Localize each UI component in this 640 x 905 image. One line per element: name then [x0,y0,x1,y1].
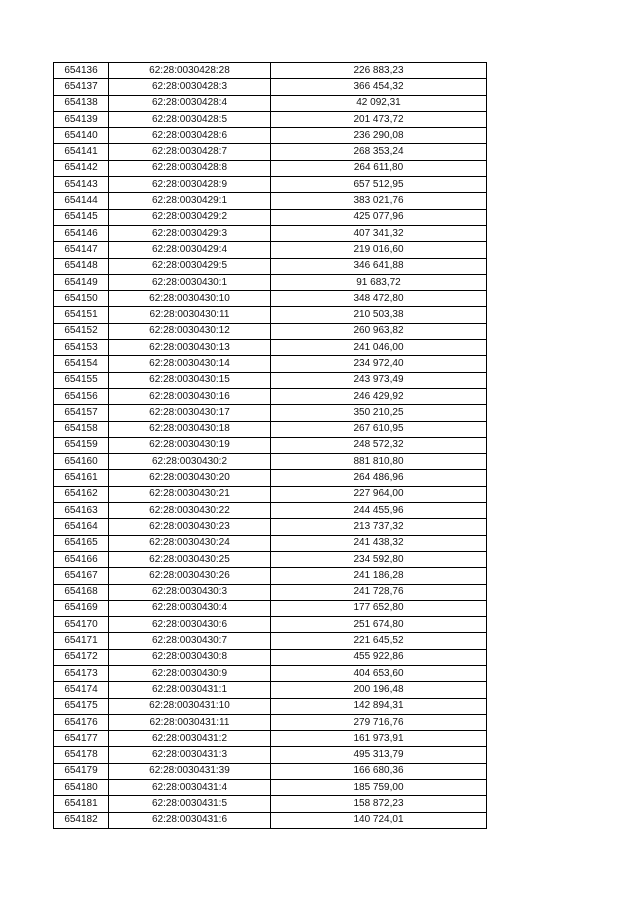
row-number-cell: 654162 [54,486,109,502]
table-row [54,796,487,812]
cadastral-number-cell: 62:28:0030431:3 [109,747,271,763]
table-row [54,665,487,681]
table-row [54,454,487,470]
value-cell: 455 922,86 [271,649,487,665]
row-number-cell: 654168 [54,584,109,600]
cadastral-number-cell: 62:28:0030430:11 [109,307,271,323]
row-number-cell: 654150 [54,291,109,307]
value-cell: 226 883,23 [271,63,487,79]
row-number-cell: 654173 [54,665,109,681]
cadastral-number-cell: 62:28:0030430:12 [109,323,271,339]
row-number-cell: 654179 [54,763,109,779]
cadastral-number-cell: 62:28:0030430:20 [109,470,271,486]
row-number-cell: 654159 [54,437,109,453]
value-cell: 657 512,95 [271,177,487,193]
row-number-cell: 654170 [54,617,109,633]
cadastral-number-cell: 62:28:0030431:2 [109,731,271,747]
cadastral-number-cell: 62:28:0030429:5 [109,258,271,274]
table-row [54,731,487,747]
table-row [54,763,487,779]
table-row [54,617,487,633]
table-row [54,551,487,567]
value-cell: 264 486,96 [271,470,487,486]
row-number-cell: 654177 [54,731,109,747]
table-row [54,356,487,372]
table-row [54,323,487,339]
table-row [54,519,487,535]
table-body [54,63,487,829]
table-row [54,437,487,453]
row-number-cell: 654140 [54,128,109,144]
table-row [54,193,487,209]
cadastral-number-cell: 62:28:0030428:7 [109,144,271,160]
row-number-cell: 654156 [54,388,109,404]
table-row [54,274,487,290]
value-cell: 142 894,31 [271,698,487,714]
cadastral-number-cell: 62:28:0030430:9 [109,665,271,681]
cadastral-number-cell: 62:28:0030428:6 [109,128,271,144]
cadastral-number-cell: 62:28:0030429:2 [109,209,271,225]
cadastral-number-cell: 62:28:0030428:4 [109,95,271,111]
row-number-cell: 654137 [54,79,109,95]
value-cell: 350 210,25 [271,405,487,421]
value-cell: 241 186,28 [271,568,487,584]
cadastral-number-cell: 62:28:0030429:4 [109,242,271,258]
table-row [54,128,487,144]
cadastral-number-cell: 62:28:0030431:11 [109,714,271,730]
row-number-cell: 654144 [54,193,109,209]
value-cell: 227 964,00 [271,486,487,502]
row-number-cell: 654165 [54,535,109,551]
value-cell: 200 196,48 [271,682,487,698]
row-number-cell: 654154 [54,356,109,372]
value-cell: 140 724,01 [271,812,487,828]
cadastral-number-cell: 62:28:0030430:21 [109,486,271,502]
value-cell: 366 454,32 [271,79,487,95]
cadastral-number-cell: 62:28:0030430:6 [109,617,271,633]
cadastral-number-cell: 62:28:0030430:19 [109,437,271,453]
table-row [54,421,487,437]
cadastral-number-cell: 62:28:0030430:4 [109,600,271,616]
table-row [54,503,487,519]
value-cell: 246 429,92 [271,388,487,404]
row-number-cell: 654181 [54,796,109,812]
row-number-cell: 654151 [54,307,109,323]
cadastral-number-cell: 62:28:0030428:5 [109,111,271,127]
row-number-cell: 654136 [54,63,109,79]
table-row [54,160,487,176]
table-row [54,372,487,388]
cadastral-number-cell: 62:28:0030430:25 [109,551,271,567]
row-number-cell: 654174 [54,682,109,698]
cadastral-number-cell: 62:28:0030430:23 [109,519,271,535]
value-cell: 234 592,80 [271,551,487,567]
value-cell: 236 290,08 [271,128,487,144]
value-cell: 383 021,76 [271,193,487,209]
value-cell: 248 572,32 [271,437,487,453]
cadastral-number-cell: 62:28:0030430:22 [109,503,271,519]
value-cell: 213 737,32 [271,519,487,535]
cadastral-number-cell: 62:28:0030431:1 [109,682,271,698]
row-number-cell: 654161 [54,470,109,486]
value-cell: 243 973,49 [271,372,487,388]
row-number-cell: 654149 [54,274,109,290]
row-number-cell: 654139 [54,111,109,127]
row-number-cell: 654153 [54,340,109,356]
table-row [54,747,487,763]
row-number-cell: 654158 [54,421,109,437]
cadastral-number-cell: 62:28:0030430:3 [109,584,271,600]
row-number-cell: 654143 [54,177,109,193]
cadastral-number-cell: 62:28:0030429:3 [109,225,271,241]
cadastral-number-cell: 62:28:0030430:14 [109,356,271,372]
cadastral-number-cell: 62:28:0030430:13 [109,340,271,356]
table-row [54,633,487,649]
table-row [54,242,487,258]
value-cell: 404 653,60 [271,665,487,681]
value-cell: 881 810,80 [271,454,487,470]
row-number-cell: 654152 [54,323,109,339]
value-cell: 241 728,76 [271,584,487,600]
row-number-cell: 654176 [54,714,109,730]
cadastral-number-cell: 62:28:0030431:6 [109,812,271,828]
cadastral-number-cell: 62:28:0030430:8 [109,649,271,665]
table-row [54,258,487,274]
table-row [54,682,487,698]
value-cell: 348 472,80 [271,291,487,307]
value-cell: 221 645,52 [271,633,487,649]
value-cell: 166 680,36 [271,763,487,779]
row-number-cell: 654178 [54,747,109,763]
row-number-cell: 654148 [54,258,109,274]
cadastral-number-cell: 62:28:0030430:10 [109,291,271,307]
table-row [54,388,487,404]
value-cell: 219 016,60 [271,242,487,258]
row-number-cell: 654164 [54,519,109,535]
value-cell: 185 759,00 [271,780,487,796]
cadastral-number-cell: 62:28:0030430:1 [109,274,271,290]
table-row [54,812,487,828]
value-cell: 201 473,72 [271,111,487,127]
row-number-cell: 654167 [54,568,109,584]
cadastral-number-cell: 62:28:0030431:5 [109,796,271,812]
table-row [54,111,487,127]
cadastral-number-cell: 62:28:0030430:15 [109,372,271,388]
table-row [54,535,487,551]
value-cell: 241 438,32 [271,535,487,551]
cadastral-number-cell: 62:28:0030431:39 [109,763,271,779]
table-row [54,470,487,486]
row-number-cell: 654138 [54,95,109,111]
value-cell: 425 077,96 [271,209,487,225]
row-number-cell: 654175 [54,698,109,714]
value-cell: 346 641,88 [271,258,487,274]
value-cell: 91 683,72 [271,274,487,290]
value-cell: 268 353,24 [271,144,487,160]
row-number-cell: 654163 [54,503,109,519]
cadastral-number-cell: 62:28:0030430:16 [109,388,271,404]
table-row [54,209,487,225]
cadastral-number-cell: 62:28:0030428:9 [109,177,271,193]
value-cell: 177 652,80 [271,600,487,616]
cadastral-number-cell: 62:28:0030428:28 [109,63,271,79]
table-row [54,225,487,241]
row-number-cell: 654182 [54,812,109,828]
cadastral-number-cell: 62:28:0030430:7 [109,633,271,649]
value-cell: 234 972,40 [271,356,487,372]
table-row [54,568,487,584]
row-number-cell: 654169 [54,600,109,616]
value-cell: 495 313,79 [271,747,487,763]
table-row [54,600,487,616]
table-row [54,584,487,600]
table-row [54,95,487,111]
row-number-cell: 654171 [54,633,109,649]
row-number-cell: 654155 [54,372,109,388]
value-cell: 42 092,31 [271,95,487,111]
value-cell: 267 610,95 [271,421,487,437]
value-cell: 279 716,76 [271,714,487,730]
row-number-cell: 654146 [54,225,109,241]
cadastral-number-cell: 62:28:0030430:18 [109,421,271,437]
table-row [54,144,487,160]
row-number-cell: 654145 [54,209,109,225]
table-row [54,780,487,796]
cadastral-number-cell: 62:28:0030430:26 [109,568,271,584]
table-row [54,307,487,323]
cadastral-number-cell: 62:28:0030428:8 [109,160,271,176]
table-row [54,340,487,356]
table-row [54,405,487,421]
table-row [54,291,487,307]
cadastral-number-cell: 62:28:0030429:1 [109,193,271,209]
value-cell: 260 963,82 [271,323,487,339]
row-number-cell: 654166 [54,551,109,567]
table-row [54,486,487,502]
value-cell: 158 872,23 [271,796,487,812]
table-row [54,714,487,730]
value-cell: 244 455,96 [271,503,487,519]
row-number-cell: 654141 [54,144,109,160]
table-row [54,649,487,665]
value-cell: 251 674,80 [271,617,487,633]
table-row [54,63,487,79]
cadastral-number-cell: 62:28:0030430:2 [109,454,271,470]
value-cell: 407 341,32 [271,225,487,241]
cadastral-number-cell: 62:28:0030431:10 [109,698,271,714]
table-row [54,698,487,714]
row-number-cell: 654172 [54,649,109,665]
row-number-cell: 654142 [54,160,109,176]
cadastral-number-cell: 62:28:0030430:17 [109,405,271,421]
cadastral-number-cell: 62:28:0030430:24 [109,535,271,551]
data-table [53,62,487,829]
value-cell: 210 503,38 [271,307,487,323]
cadastral-number-cell: 62:28:0030428:3 [109,79,271,95]
value-cell: 161 973,91 [271,731,487,747]
value-cell: 264 611,80 [271,160,487,176]
table-row [54,177,487,193]
value-cell: 241 046,00 [271,340,487,356]
table-row [54,79,487,95]
row-number-cell: 654147 [54,242,109,258]
cadastral-number-cell: 62:28:0030431:4 [109,780,271,796]
row-number-cell: 654180 [54,780,109,796]
row-number-cell: 654157 [54,405,109,421]
row-number-cell: 654160 [54,454,109,470]
